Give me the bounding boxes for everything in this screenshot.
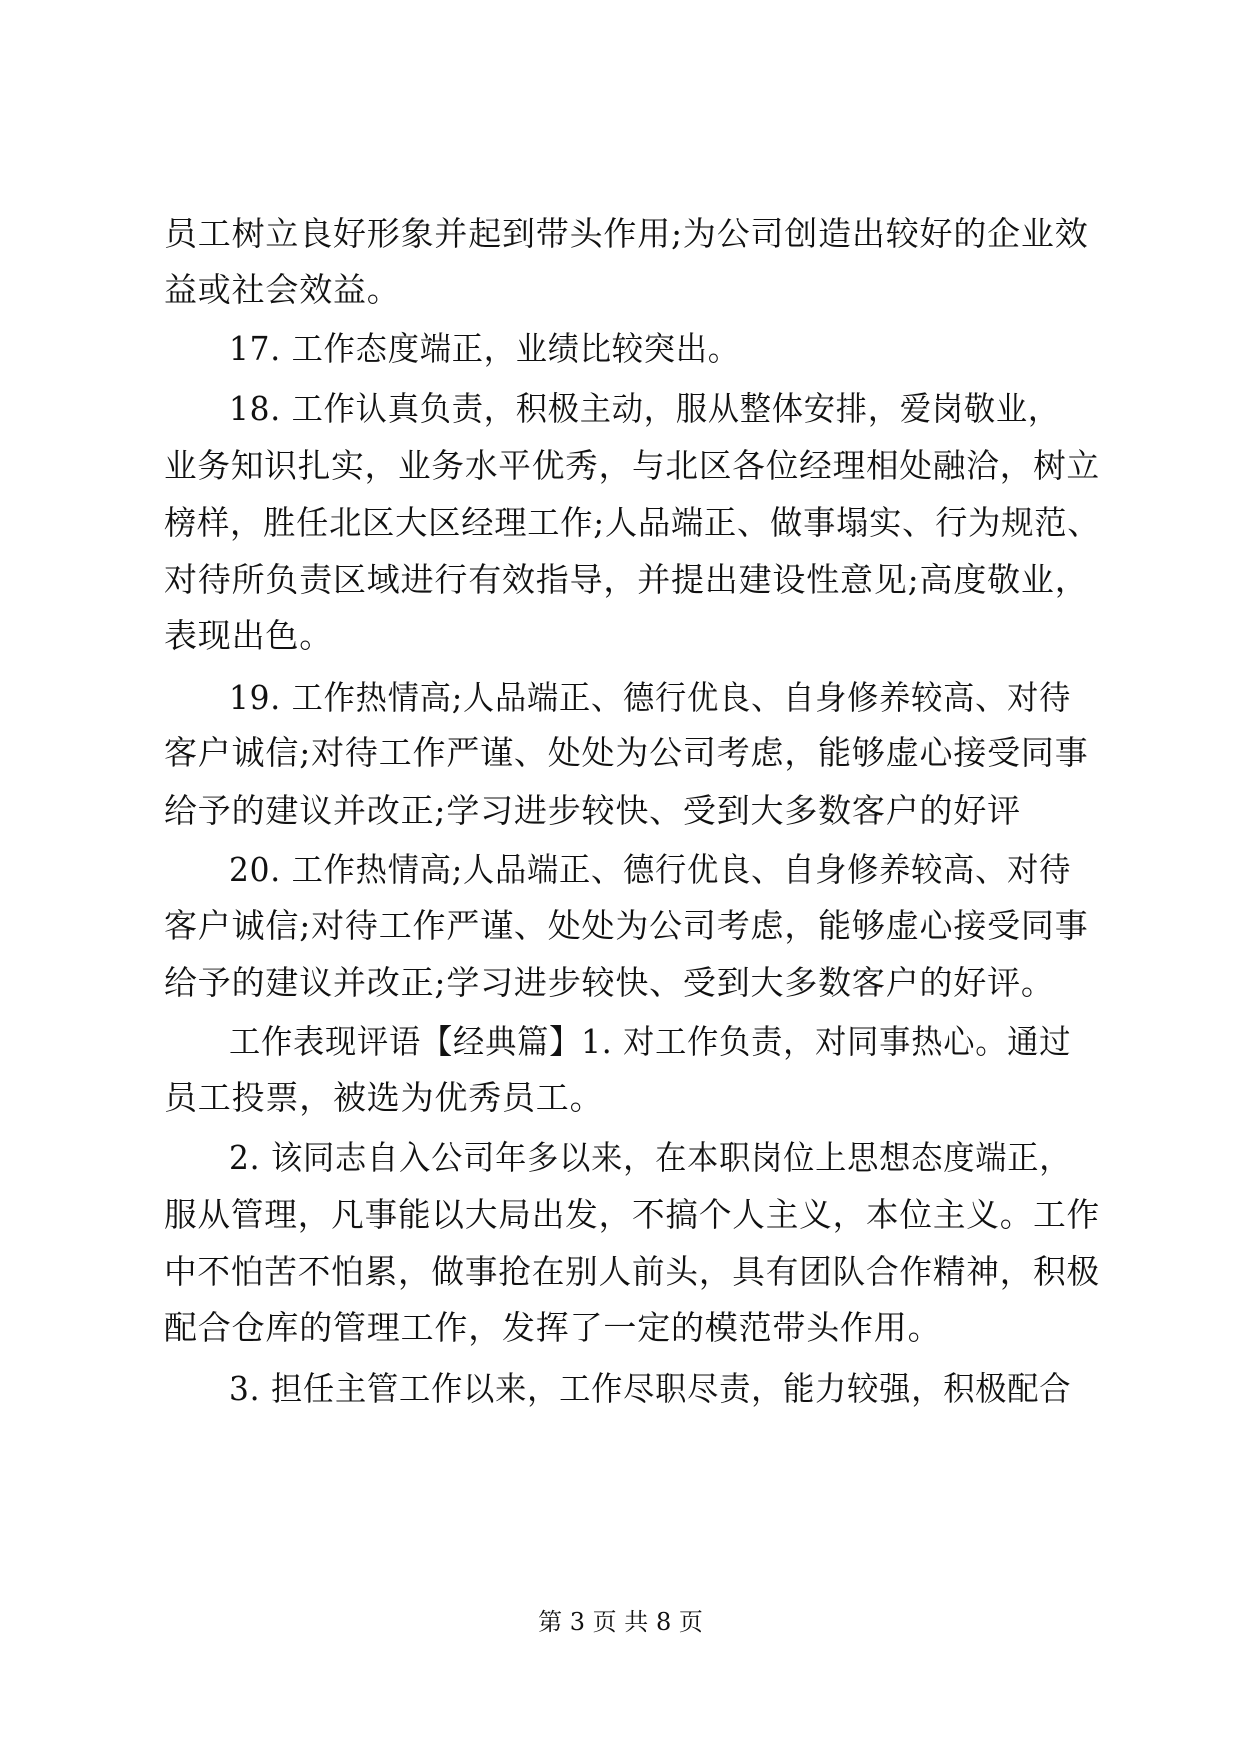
page-footer: 第 3 页 共 8 页 [538, 1608, 703, 1636]
text-line-19: 中不怕苦不怕累，做事抢在别人前头，具有团队合作精神，积极 [164, 1252, 1100, 1291]
text-line-5: 业务知识扎实，业务水平优秀，与北区各位经理相处融洽，树立 [164, 446, 1100, 485]
item-19: 19. 工作热情高;人品端正、德行优良、自身修养较高、对待 [229, 678, 1072, 717]
text-line-16: 员工投票，被选为优秀员工。 [164, 1078, 604, 1117]
item-18: 18. 工作认真负责，积极主动，服从整体安排，爱岗敬业， [229, 389, 1060, 428]
text-line-6: 榜样，胜任北区大区经理工作;人品端正、做事塌实、行为规范、 [164, 503, 1101, 542]
text-line-8: 表现出色。 [164, 616, 333, 655]
section-heading-line: 工作表现评语【经典篇】1. 对工作负责，对同事热心。通过 [229, 1022, 1072, 1061]
text-line-20: 配合仓库的管理工作，发挥了一定的模范带头作用。 [164, 1308, 942, 1347]
text-line-1: 员工树立良好形象并起到带头作用;为公司创造出较好的企业效 [164, 214, 1089, 253]
text-line-7: 对待所负责区域进行有效指导，并提出建设性意见;高度敬业， [164, 560, 1089, 599]
item-17: 17. 工作态度端正，业绩比较突出。 [229, 329, 740, 368]
item-3: 3. 担任主管工作以来，工作尽职尽责，能力较强，积极配合 [229, 1369, 1072, 1408]
item-20: 20. 工作热情高;人品端正、德行优良、自身修养较高、对待 [229, 850, 1072, 889]
text-line-14: 给予的建议并改正;学习进步较快、受到大多数客户的好评。 [164, 963, 1055, 1002]
text-line-11: 给予的建议并改正;学习进步较快、受到大多数客户的好评 [164, 791, 1021, 830]
text-line-10: 客户诚信;对待工作严谨、处处为公司考虑，能够虚心接受同事 [164, 733, 1089, 772]
text-line-18: 服从管理，凡事能以大局出发，不搞个人主义，本位主义。工作 [164, 1195, 1100, 1234]
text-line-13: 客户诚信;对待工作严谨、处处为公司考虑，能够虚心接受同事 [164, 906, 1089, 945]
text-line-2: 益或社会效益。 [164, 270, 401, 309]
item-2: 2. 该同志自入公司年多以来，在本职岗位上思想态度端正， [229, 1138, 1072, 1177]
